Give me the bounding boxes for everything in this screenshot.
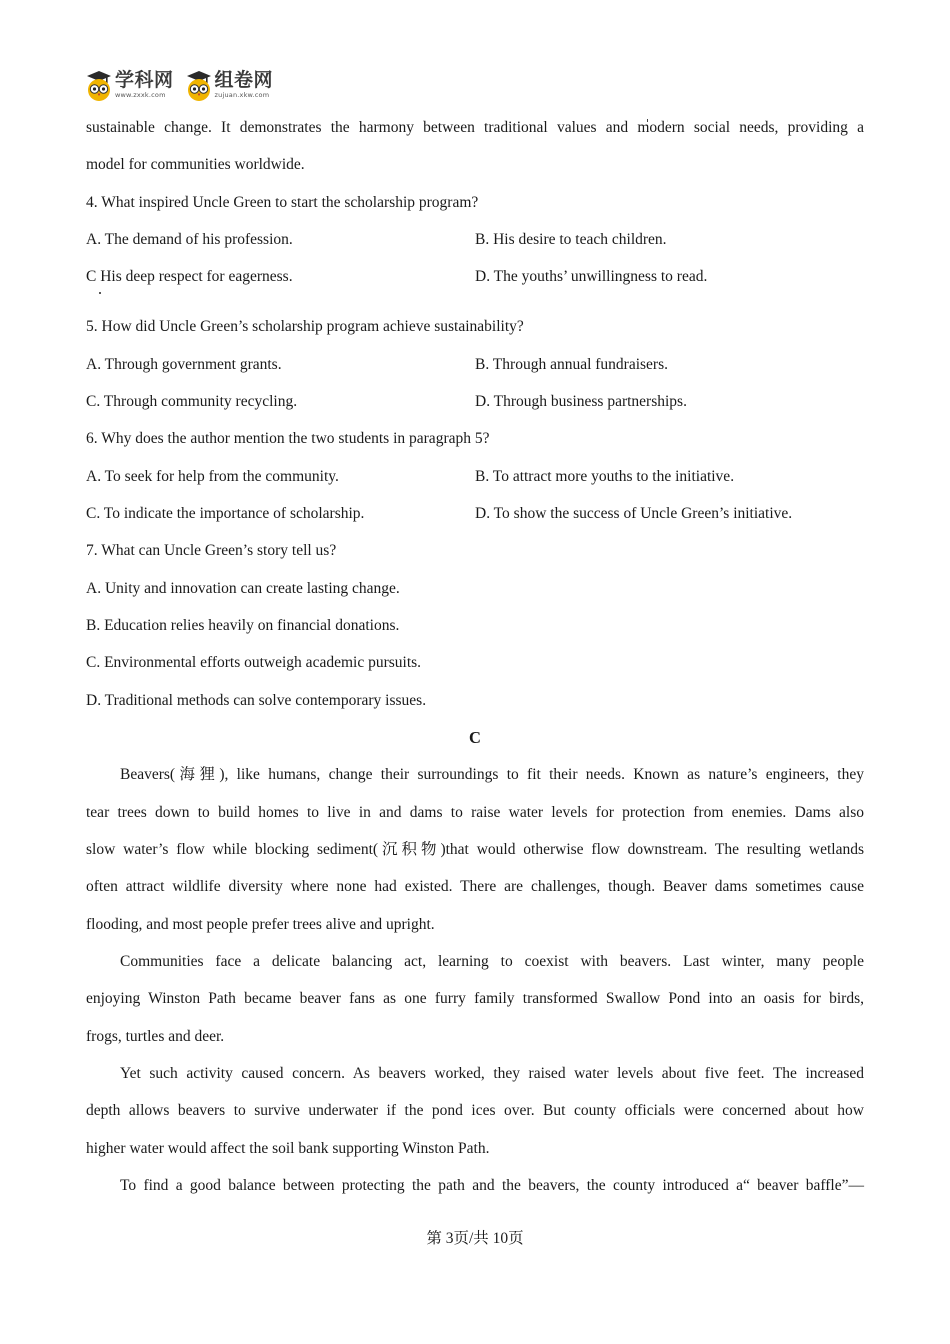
passage-line: enjoying Winston Path became beaver fans as one furry family transformed Swallow Pond into an oasis for birds, — [86, 990, 864, 1007]
section-title: C — [469, 728, 481, 747]
passage-line: often attract wildlife diversity where none had existed. There are challenges, though. Beaver dams sometimes cause — [86, 878, 864, 895]
question-7-option-d: D. Traditional methods can solve contemporary issues. — [86, 692, 427, 709]
logo-zujuan-name: 组卷网 — [214, 69, 274, 91]
question-4-stem: 4. What inspired Uncle Green to start the scholarship program? — [86, 194, 479, 211]
question-4-option-d: D. The youths’ unwillingness to read. — [475, 268, 708, 285]
logo-zujuan-url: zujuan.xkw.com — [214, 91, 270, 99]
question-4-option-c: C His deep respect for eagerness. — [86, 268, 293, 285]
passage-line: Beavers(海狸), like humans, change their surroundings to fit their needs. Known as nature’s engineers, they — [120, 766, 864, 783]
question-6-option-b: B. To attract more youths to the initiative. — [475, 468, 735, 485]
header-logos — [86, 70, 273, 106]
passage-line: To find a good balance between protecting the path and the beavers, the county introduced a“ beaver baffle”— — [120, 1177, 864, 1194]
question-5-option-b: B. Through annual fundraisers. — [475, 356, 668, 373]
intro-line: sustainable change. It demonstrates the harmony between traditional values and modern social needs, providing a — [86, 119, 864, 136]
page-number: 第 3页/共 10页 — [426, 1230, 524, 1247]
question-7-option-b: B. Education relies heavily on financial donations. — [86, 617, 400, 634]
passage-line: depth allows beavers to survive underwater if the pond ices over. But county officials were concerned about how — [86, 1102, 864, 1119]
question-6-option-d: D. To show the success of Uncle Green’s initiative. — [475, 505, 793, 522]
passage-line: slow water’s flow while blocking sediment(沉积物)that would otherwise flow downstream. The resulting wetlands — [86, 841, 864, 858]
passage-line: flooding, and most people prefer trees alive and upright. — [86, 916, 435, 933]
question-4-option-a: A. The demand of his profession. — [86, 231, 293, 248]
passage-line: tear trees down to build homes to live in and dams to raise water levels for protection from enemies. Dams also — [86, 804, 864, 821]
passage-line: frogs, turtles and deer. — [86, 1028, 225, 1045]
question-5-stem: 5. How did Uncle Green’s scholarship program achieve sustainability? — [86, 318, 524, 335]
passage-line: higher water would affect the soil bank supporting Winston Path. — [86, 1140, 490, 1157]
passage-line: Communities face a delicate balancing act, learning to coexist with beavers. Last winter, many people — [120, 953, 864, 970]
question-5-option-a: A. Through government grants. — [86, 356, 282, 373]
graduate-owl-icon — [186, 70, 212, 102]
logo-zxxk-name: 学科网 — [115, 69, 174, 91]
question-4-option-b: B. His desire to teach children. — [475, 231, 667, 248]
question-6-option-c: C. To indicate the importance of scholarship. — [86, 505, 365, 522]
graduate-owl-icon — [86, 70, 112, 102]
logo-zujuan — [186, 70, 274, 102]
question-7-stem: 7. What can Uncle Green’s story tell us? — [86, 542, 337, 559]
logo-zxxk-url: www.zxxk.com — [115, 91, 166, 99]
question-5-option-d: D. Through business partnerships. — [475, 393, 687, 410]
intro-line: model for communities worldwide. — [86, 156, 305, 173]
question-7-option-c: C. Environmental efforts outweigh academic pursuits. — [86, 654, 422, 671]
question-6-option-a: A. To seek for help from the community. — [86, 468, 339, 485]
logo-zxxk — [86, 70, 174, 102]
stray-dot — [99, 292, 101, 294]
question-7-option-a: A. Unity and innovation can create lasting change. — [86, 580, 400, 597]
passage-line: Yet such activity caused concern. As beavers worked, they raised water levels about five feet. The increased — [120, 1065, 864, 1082]
question-5-option-c: C. Through community recycling. — [86, 393, 298, 410]
question-6-stem: 6. Why does the author mention the two students in paragraph 5? — [86, 430, 490, 447]
